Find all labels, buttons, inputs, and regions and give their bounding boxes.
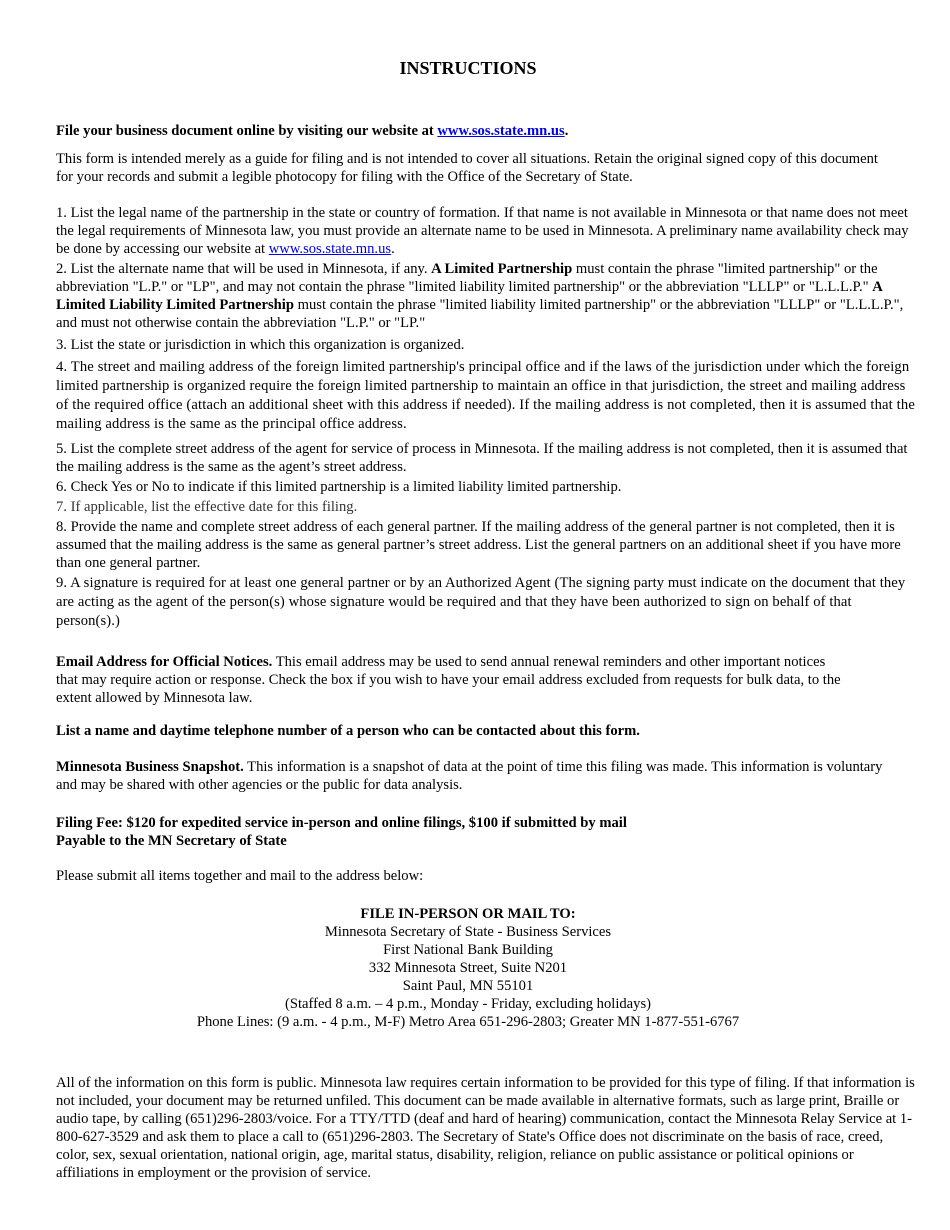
filing-fee bbox=[56, 814, 918, 850]
business-snapshot bbox=[56, 758, 886, 794]
instruction-2 bbox=[56, 260, 918, 332]
public-information-notice: All of the information on this form is public. Minnesota law requires certain information to be provided for this type of filing. If that information is not included, your document may be returned unfiled. This document can be made available in alternative formats, such as large print, Braille or audio tape, by calling (651)296-2803/voice. For a TTY/TTD (deaf and hard of hearing) communication, contact the Minnesota Relay Service at 1-800-627-3529 and ask them to place a call to (651)296-2803. The Secretary of State's Office does not discriminate on the basis of race, creed, color, sex, sexual orientation, national origin, age, marital status, disability, religion, reliance on public assistance or political opinions or affiliations in employment or the provision of service. bbox=[56, 1075, 915, 1181]
instruction-2-part-d: must contain the phrase "limited liability limited partnership" or the abbreviation "LLLP" or "L.L.L.P.", and must not otherwise contain the abbreviation "L.P." or "LP." bbox=[56, 297, 904, 331]
page-title: INSTRUCTIONS bbox=[399, 58, 537, 78]
instruction-1-text: 1. List the legal name of the partnership in the state or country of formation. If that name is not available in Minnesota or that name does not meet the legal requirements of Minnesota law, you must provide an alternate name to be used in Minnesota. A preliminary name availability check may be done by accessing our website at bbox=[56, 205, 909, 257]
email-notice bbox=[56, 653, 846, 707]
contact-instruction: List a name and daytime telephone number of a person who can be contacted about this form. bbox=[56, 723, 640, 739]
filing-fee-line: Filing Fee: $120 for expedited service in-person and online filings, $100 if submitted by mail bbox=[56, 815, 627, 831]
snapshot-text: This information is a snapshot of data at the point of time this filing was made. This information is voluntary and may be shared with other agencies or the public for data analysis. bbox=[56, 759, 883, 793]
mail-office: Minnesota Secretary of State - Business Services bbox=[324, 924, 612, 940]
instruction-7: 7. If applicable, list the effective date for this filing. bbox=[56, 499, 358, 515]
mail-building: First National Bank Building bbox=[383, 942, 553, 958]
instruction-list bbox=[56, 204, 918, 631]
instruction-2-part-a: 2. List the alternate name that will be used in Minnesota, if any. bbox=[56, 261, 428, 277]
instruction-5: 5. List the complete street address of the agent for service of process in Minnesota. If the mailing address is not completed, then it is assumed that the mailing address is the same as the agent’s street address. bbox=[56, 441, 908, 475]
website-link[interactable]: www.sos.state.mn.us bbox=[437, 123, 565, 139]
submit-instruction: Please submit all items together and mail to the address below: bbox=[56, 868, 424, 884]
payable-line: Payable to the MN Secretary of State bbox=[56, 833, 287, 849]
mailing-address-block bbox=[56, 905, 880, 1031]
instruction-2-part-c: must contain the phrase "limited partnership" or the abbreviation "L.P." or "LP", and may not contain the phrase "limited liability limited partnership" or the abbreviation "LLLP" or "L.L.L.P." bbox=[56, 261, 878, 295]
instruction-3: 3. List the state or jurisdiction in which this organization is organized. bbox=[56, 337, 465, 353]
mail-city: Saint Paul, MN 55101 bbox=[402, 978, 534, 994]
instruction-6: 6. Check Yes or No to indicate if this limited partnership is a limited liability limited partnership. bbox=[56, 479, 622, 495]
mail-heading: FILE IN-PERSON OR MAIL TO: bbox=[360, 906, 576, 922]
online-filing-end: . bbox=[564, 123, 569, 139]
mail-phone-lines: Phone Lines: (9 a.m. - 4 p.m., M-F) Metro Area 651-296-2803; Greater MN 1-877-551-6767 bbox=[196, 1014, 740, 1030]
online-filing-line bbox=[56, 122, 918, 140]
online-filing-text: File your business document online by visiting our website at bbox=[56, 123, 434, 139]
limited-partnership-term: A Limited Partnership bbox=[431, 261, 573, 277]
email-label: Email Address for Official Notices. bbox=[56, 654, 273, 670]
instruction-9: 9. A signature is required for at least one general partner or by an Authorized Agent (The signing party must indicate on the document that they are acting as the agent of the person(s) whose signature would be required and that they have been authorized to sign on behalf of that person(s).) bbox=[56, 575, 906, 629]
mail-street: 332 Minnesota Street, Suite N201 bbox=[368, 960, 568, 976]
instruction-4: 4. The street and mailing address of the foreign limited partnership's principal office and if the laws of the jurisdiction under which the foreign limited partnership is organized require the foreign limited partnership to maintain an office in that jurisdiction, the street and mailing address of the required office (attach an additional sheet with this address if needed). If the mailing address is not completed, then it is assumed that the mailing address is the same as the principal office address. bbox=[56, 359, 915, 432]
email-text: This email address may be used to send annual renewal reminders and other important notices that may require action or response. Check the box if you wish to have your email address excluded from requests for bulk data, to the extent allowed by Minnesota law. bbox=[56, 654, 841, 706]
intro-paragraph: This form is intended merely as a guide for filing and is not intended to cover all situations. Retain the original signed copy of this document for your records and submit a legible photocopy for filing with the Office of the Secretary of State. bbox=[56, 151, 878, 185]
instruction-1-website-link[interactable]: www.sos.state.mn.us bbox=[268, 241, 392, 257]
instruction-1 bbox=[56, 204, 918, 258]
lllp-term: A Limited Liability Limited Partnership bbox=[56, 279, 883, 313]
instruction-1-end: . bbox=[391, 241, 395, 257]
instruction-8: 8. Provide the name and complete street address of each general partner. If the mailing address of the general partner is not completed, then it is assumed that the mailing address is the same as general partner’s street address. List the general partners on an additional sheet if you have more than one general partner. bbox=[56, 519, 901, 571]
snapshot-label: Minnesota Business Snapshot. bbox=[56, 759, 244, 775]
mail-hours: (Staffed 8 a.m. – 4 p.m., Monday - Friday, excluding holidays) bbox=[285, 996, 651, 1012]
